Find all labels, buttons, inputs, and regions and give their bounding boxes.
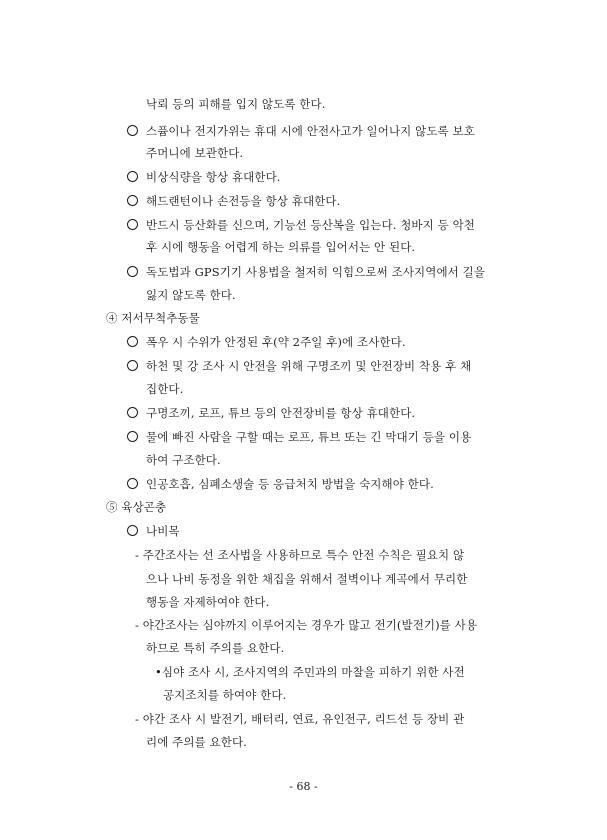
- circle-bullet-icon: [127, 431, 138, 442]
- circle-bullet-icon: [127, 219, 138, 230]
- text-line: 나비목: [146, 524, 180, 538]
- circle-bullet-icon: [127, 171, 138, 182]
- list-item: [127, 406, 415, 420]
- text-line: 하천 및 강 조사 시 안전을 위해 구명조끼 및 안전장비 착용 후 채: [146, 359, 472, 373]
- text-line: 비상식량을 항상 휴대한다.: [146, 170, 281, 184]
- text-line: 해드랜턴이나 손전등을 항상 휴대한다.: [146, 194, 341, 208]
- text-line: 반드시 등산화를 신으며, 기능선 등산복을 입는다. 청바지 등 악천: [146, 218, 475, 232]
- list-item: [127, 218, 475, 232]
- text-line: 인공호흡, 심폐소생술 등 응급처치 방법을 숙지해야 한다.: [146, 477, 434, 491]
- dash-item: - 야간 조사 시 발전기, 배터리, 연료, 유인전구, 리드선 등 장비 관: [135, 712, 465, 726]
- circle-bullet-icon: [127, 266, 138, 277]
- text-line: 으나 나비 동정을 위한 채집을 위해서 절벽이나 계곡에서 무리한: [146, 572, 468, 586]
- text-line: 공지조치를 하여야 한다.: [163, 688, 287, 702]
- text-line: 집한다.: [146, 382, 184, 396]
- text-line: 물에 빠진 사람을 구할 때는 로프, 튜브 또는 긴 막대기 등을 이용: [146, 430, 472, 444]
- text-line: 스퓸이나 전지가위는 휴대 시에 안전사고가 일어나지 않도록 보호: [146, 124, 475, 138]
- list-item: [127, 124, 475, 138]
- circle-bullet-icon: [127, 407, 138, 418]
- list-item: [127, 477, 434, 491]
- text-line: 행동을 자제하여야 한다.: [146, 595, 270, 609]
- list-item: [127, 265, 485, 279]
- circle-bullet-icon: [127, 360, 138, 371]
- section-heading: ⑤ 육상곤충: [106, 500, 167, 514]
- dash-item: - 야간조사는 심야까지 이루어지는 경우가 많고 전기(발전기)를 사용: [135, 618, 478, 632]
- circle-bullet-icon: [127, 195, 138, 206]
- page-number: - 68 -: [289, 780, 318, 793]
- circle-bullet-icon: [127, 478, 138, 489]
- circle-bullet-icon: [127, 125, 138, 136]
- text-line: 독도법과 GPS기기 사용법을 철저히 익힘으로써 조사지역에서 길을: [146, 265, 486, 279]
- text-line: 잃지 않도록 한다.: [146, 288, 236, 302]
- list-item: [127, 170, 281, 184]
- text-line: 구명조끼, 로프, 튜브 등의 안전장비를 항상 휴대한다.: [146, 406, 416, 420]
- circle-bullet-icon: [127, 336, 138, 347]
- circle-bullet-icon: [127, 525, 138, 536]
- text-line: 낙뢰 등의 피해를 입지 않도록 한다.: [146, 97, 326, 111]
- list-item: [127, 524, 180, 538]
- text-line: 주머니에 보관한다.: [146, 146, 244, 160]
- text-line: 하므로 특히 주의를 요한다.: [146, 641, 285, 655]
- text-line: 후 시에 행동을 어렵게 하는 의류를 입어서는 안 된다.: [146, 240, 416, 254]
- list-item: [127, 430, 471, 444]
- dash-item: - 주간조사는 선 조사법을 사용하므로 특수 안전 수칙은 필요치 않: [135, 548, 465, 562]
- text-line: 리에 주의를 요한다.: [146, 735, 247, 749]
- text-line: 하여 구조한다.: [146, 453, 221, 467]
- list-item: [127, 359, 471, 373]
- text-line: 폭우 시 수위가 안정된 후(약 2주일 후)에 조사한다.: [146, 335, 406, 349]
- section-heading: ④ 저서무척추동물: [106, 311, 200, 325]
- list-item: [127, 194, 340, 208]
- list-item: [127, 335, 406, 349]
- bullet-item: •심야 조사 시, 조사지역의 주민과의 마찰을 피하기 위한 사전: [155, 665, 465, 679]
